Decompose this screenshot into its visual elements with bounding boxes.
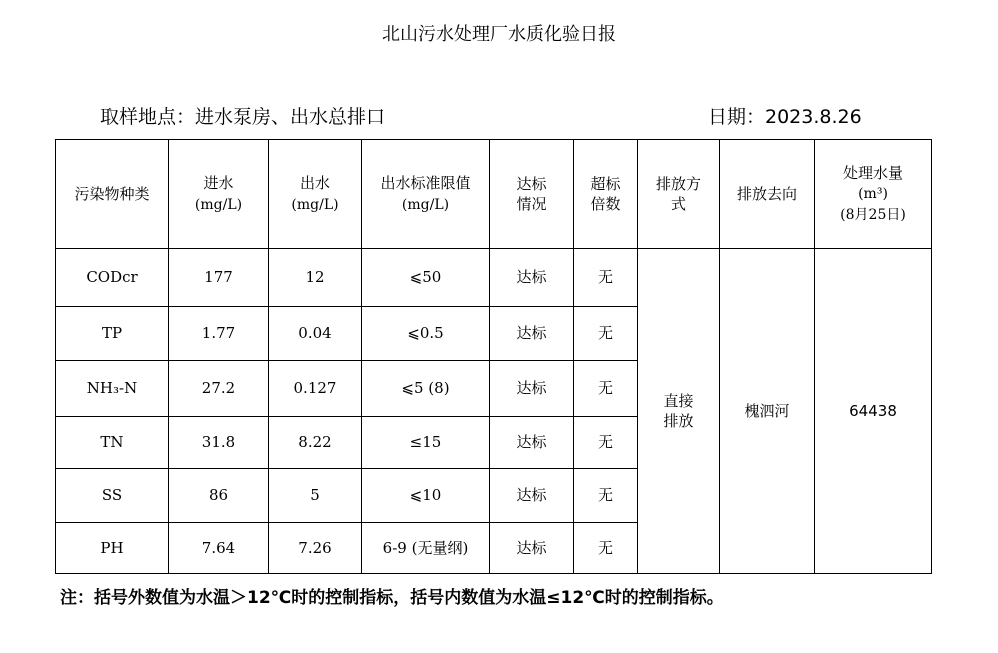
status-cell: 达标 bbox=[490, 417, 574, 469]
discharge-method-cell: 直接 排放 bbox=[638, 249, 720, 574]
discharge-destination-cell: 槐泗河 bbox=[720, 249, 815, 574]
table-row bbox=[56, 249, 932, 307]
outlet-cell: 12 bbox=[269, 249, 362, 307]
status-cell: 达标 bbox=[490, 361, 574, 417]
outlet-cell: 8.22 bbox=[269, 417, 362, 469]
exceed-cell: 无 bbox=[574, 361, 638, 417]
header-row bbox=[56, 140, 932, 249]
inlet-cell: 86 bbox=[169, 469, 269, 523]
pollutant-cell: SS bbox=[56, 469, 169, 523]
header-volume: 处理水量 (m³) (8月25日) bbox=[815, 140, 932, 249]
exceed-cell: 无 bbox=[574, 249, 638, 307]
inlet-cell: 31.8 bbox=[169, 417, 269, 469]
footnote: 注：括号外数值为水温＞12℃时的控制指标，括号内数值为水温≤12℃时的控制指标。 bbox=[60, 588, 724, 608]
limit-cell: ⩽0.5 bbox=[362, 307, 490, 361]
inlet-cell: 1.77 bbox=[169, 307, 269, 361]
header-inlet: 进水 (mg/L) bbox=[169, 140, 269, 249]
outlet-cell: 7.26 bbox=[269, 523, 362, 574]
exceed-cell: 无 bbox=[574, 469, 638, 523]
report-date: 日期：2023.8.26 bbox=[708, 106, 862, 128]
pollutant-cell: NH₃-N bbox=[56, 361, 169, 417]
status-cell: 达标 bbox=[490, 523, 574, 574]
pollutant-cell: PH bbox=[56, 523, 169, 574]
inlet-cell: 27.2 bbox=[169, 361, 269, 417]
outlet-cell: 5 bbox=[269, 469, 362, 523]
status-cell: 达标 bbox=[490, 469, 574, 523]
pollutant-cell: CODcr bbox=[56, 249, 169, 307]
status-cell: 达标 bbox=[490, 249, 574, 307]
header-method: 排放方 式 bbox=[638, 140, 720, 249]
limit-cell: 6-9 (无量纲) bbox=[362, 523, 490, 574]
inlet-cell: 7.64 bbox=[169, 523, 269, 574]
header-pollutant: 污染物种类 bbox=[56, 140, 169, 249]
sampling-location: 取样地点：进水泵房、出水总排口 bbox=[100, 106, 386, 128]
limit-cell: ≤15 bbox=[362, 417, 490, 469]
status-cell: 达标 bbox=[490, 307, 574, 361]
header-exceed: 超标 倍数 bbox=[574, 140, 638, 249]
header-status: 达标 情况 bbox=[490, 140, 574, 249]
limit-cell: ⩽10 bbox=[362, 469, 490, 523]
header-limit: 出水标准限值 (mg/L) bbox=[362, 140, 490, 249]
limit-cell: ⩽5 (8) bbox=[362, 361, 490, 417]
report-title: 北山污水处理厂水质化验日报 bbox=[382, 24, 616, 45]
pollutant-cell: TP bbox=[56, 307, 169, 361]
limit-cell: ⩽50 bbox=[362, 249, 490, 307]
outlet-cell: 0.04 bbox=[269, 307, 362, 361]
exceed-cell: 无 bbox=[574, 417, 638, 469]
outlet-cell: 0.127 bbox=[269, 361, 362, 417]
exceed-cell: 无 bbox=[574, 307, 638, 361]
header-outlet: 出水 (mg/L) bbox=[269, 140, 362, 249]
water-quality-table bbox=[55, 139, 932, 574]
exceed-cell: 无 bbox=[574, 523, 638, 574]
pollutant-cell: TN bbox=[56, 417, 169, 469]
header-destination: 排放去向 bbox=[720, 140, 815, 249]
treated-volume-cell: 64438 bbox=[815, 249, 932, 574]
inlet-cell: 177 bbox=[169, 249, 269, 307]
